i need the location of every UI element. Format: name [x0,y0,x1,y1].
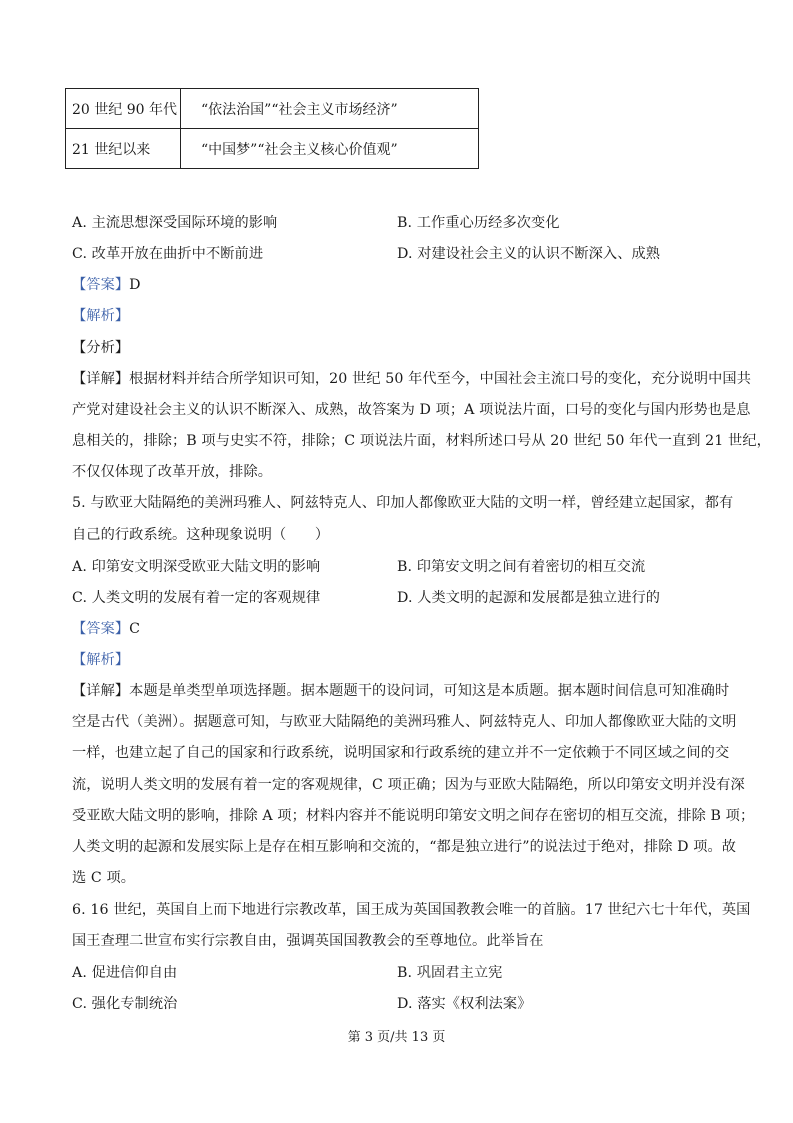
q5-option-d: D. 人类文明的起源和发展都是独立进行的 [397,590,661,606]
q5-stem-line: 5. 与欧亚大陆隔绝的美洲玛雅人、阿兹特克人、印加人都像欧亚大陆的文明一样，曾经建立起国家，都有 [72,495,734,511]
q5-detail-line: 选 C 项。 [72,870,136,886]
q6-option-c: C. 强化专制统治 [72,996,178,1012]
table-cell-period: 20 世纪 90 年代 [66,89,181,129]
q4-option-b: B. 工作重心历经多次变化 [397,215,560,231]
q4-detail-line: 息相关的，排除；B 项与史实不符，排除；C 项说法片面，材料所述口号从 20 世纪 50 年代一直到 21 世纪， [72,433,771,449]
q6-option-a: A. 促进信仰自由 [72,965,178,981]
q6-option-d: D. 落实《权利法案》 [397,996,532,1012]
detail-tag: 【详解】 [72,371,130,387]
q5-analysis-tag: 【解析】 [72,652,130,668]
q5-detail-line: 空是古代（美洲）。据题意可知，与欧亚大陆隔绝的美洲玛雅人、阿兹特克人、印加人都像欧亚大陆的文明 [72,714,737,730]
q5-detail-line: 一样，也建立起了自己的国家和行政系统，说明国家和行政系统的建立并不一定依赖于不同区域之间的交 [72,745,730,761]
answer-tag: 【答案】 [72,277,130,293]
q4-option-d: D. 对建设社会主义的认识不断深入、成熟 [397,246,661,262]
q6-stem-line: 6. 16 世纪，英国自上而下地进行宗教改革，国王成为英国国教教会唯一的首脑。17 世纪六七十年代，英国 [72,902,751,918]
q4-option-a: A. 主流思想深受国际环境的影响 [72,215,278,231]
q5-detail-line [72,680,729,700]
page-number: 第 3 页/共 13 页 [347,1030,446,1045]
table-cell-period: 21 世纪以来 [66,129,181,169]
q5-detail-line: 受亚欧大陆文明的影响，排除 A 项；材料内容并不能说明印第安文明之间存在密切的相互交流，排除 B 项； [72,808,755,824]
q4-answer [72,274,141,294]
q4-detail-line: 产党对建设社会主义的认识不断深入、成熟，故答案为 D 项；A 项说法片面，口号的变化与国内形势也是息 [72,402,751,418]
table-row [66,89,479,129]
q6-stem-line: 国王查理二世宣布实行宗教自由，强调英国国教教会的至尊地位。此举旨在 [72,933,544,949]
q4-analysis-tag: 【解析】 [72,308,130,324]
q4-fenxi-tag: 【分析】 [72,340,130,356]
q5-stem-line: 自己的行政系统。这种现象说明（ ） [72,527,330,543]
slogan-table [65,88,479,169]
q5-option-c: C. 人类文明的发展有着一定的客观规律 [72,590,321,606]
answer-tag: 【答案】 [72,621,130,637]
q6-option-b: B. 巩固君主立宪 [397,965,503,981]
q5-detail-line: 流，说明人类文明的发展有着一定的客观规律，C 项正确；因为与亚欧大陆隔绝，所以印第安文明并没有深 [72,777,745,793]
q5-option-b: B. 印第安文明之间有着密切的相互交流 [397,559,646,575]
table-row [66,129,479,169]
q4-option-c: C. 改革开放在曲折中不断前进 [72,246,264,262]
q5-option-a: A. 印第安文明深受欧亚大陆文明的影响 [72,559,321,575]
q5-detail-line: 人类文明的起源和发展实际上是存在相互影响和交流的，“都是独立进行”的说法过于绝对，排除 D 项。故 [72,839,737,855]
answer-value: C [129,621,141,637]
q5-answer [72,618,140,638]
q4-detail-line: 不仅仅体现了改革开放，排除。 [72,464,273,480]
table-cell-slogans: “中国梦”“社会主义核心价值观” [181,129,479,169]
answer-value: D [129,277,141,293]
q4-detail-line [72,368,751,388]
table-cell-slogans: “依法治国”“社会主义市场经济” [181,89,479,129]
detail-text: 根据材料并结合所学知识可知，20 世纪 50 年代至今，中国社会主流口号的变化，充分说明中国共 [129,371,751,387]
detail-text: 本题是单类型单项选择题。据本题题干的设问词，可知这是本质题。据本题时间信息可知准确时 [129,683,730,699]
detail-tag: 【详解】 [72,683,130,699]
